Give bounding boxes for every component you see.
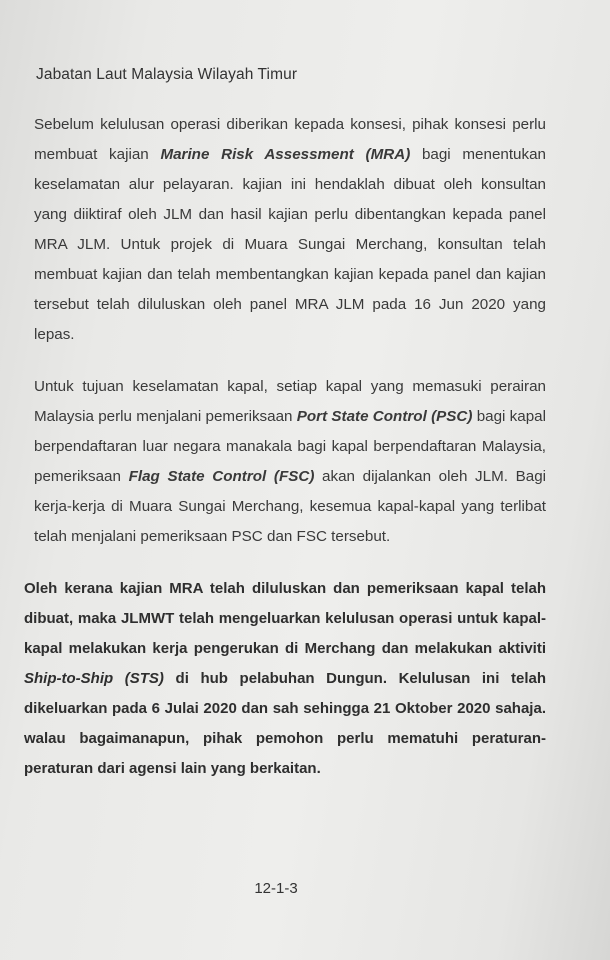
page-number: 12-1-3 xyxy=(254,880,298,897)
paragraph-mra xyxy=(34,110,546,350)
paragraph-text: bagi kapal berpendaftaran luar negara manakala bagi kapal berpendaftaran Malaysia, pemeriksaan xyxy=(34,408,546,485)
paragraph-text: Sebelum kelulusan operasi diberikan kepada konsesi, pihak konsesi perlu membuat kajian xyxy=(34,116,546,163)
term-port-state-control: Port State Control (PSC) xyxy=(296,408,473,425)
paragraph-text: di hub pelabuhan Dungun. Kelulusan ini telah dikeluarkan pada 6 Julai 2020 dan sah sehingga 21 Oktober 2020 sahaja. walau bagaimanapun, pihak pemohon perlu mematuhi peraturan-peraturan dari agensi lain yang berkaitan. xyxy=(24,670,546,777)
paragraph-text: akan dijalankan oleh JLM. Bagi kerja-kerja di Muara Sungai Merchang, kesemua kapal-kapal yang terlibat telah menjalani pemeriksaan PSC dan FSC tersebut. xyxy=(34,468,547,545)
term-ship-to-ship: Ship-to-Ship (STS) xyxy=(24,670,164,687)
paragraph-text: Untuk tujuan keselamatan kapal, setiap kapal yang memasuki perairan Malaysia perlu menjalani pemeriksaan xyxy=(34,378,546,425)
document-title: Jabatan Laut Malaysia Wilayah Timur xyxy=(36,66,298,83)
paragraph-inspection xyxy=(34,372,546,552)
paragraph-text: bagi menentukan keselamatan alur pelayaran. kajian ini hendaklah dibuat oleh konsultan yang diiktiraf oleh JLM dan hasil kajian perlu dibentangkan kepada panel MRA JLM. Untuk projek di Muara Sungai Merchang, konsultan telah membuat kajian dan telah membentangkan kajian kepada panel dan kajian tersebut telah diluluskan oleh panel MRA JLM pada 16 Jun 2020 yang lepas. xyxy=(34,146,546,343)
paragraph-text: Oleh kerana kajian MRA telah diluluskan dan pemeriksaan kapal telah dibuat, maka JLMWT telah mengeluarkan kelulusan operasi untuk kapal-kapal melakukan kerja pengerukan di Merchang dan melakukan aktiviti xyxy=(24,580,546,657)
paragraph-approval xyxy=(24,574,546,784)
document-body xyxy=(24,66,547,806)
term-flag-state-control: Flag State Control (FSC) xyxy=(128,468,315,485)
term-marine-risk-assessment: Marine Risk Assessment (MRA) xyxy=(160,146,411,163)
